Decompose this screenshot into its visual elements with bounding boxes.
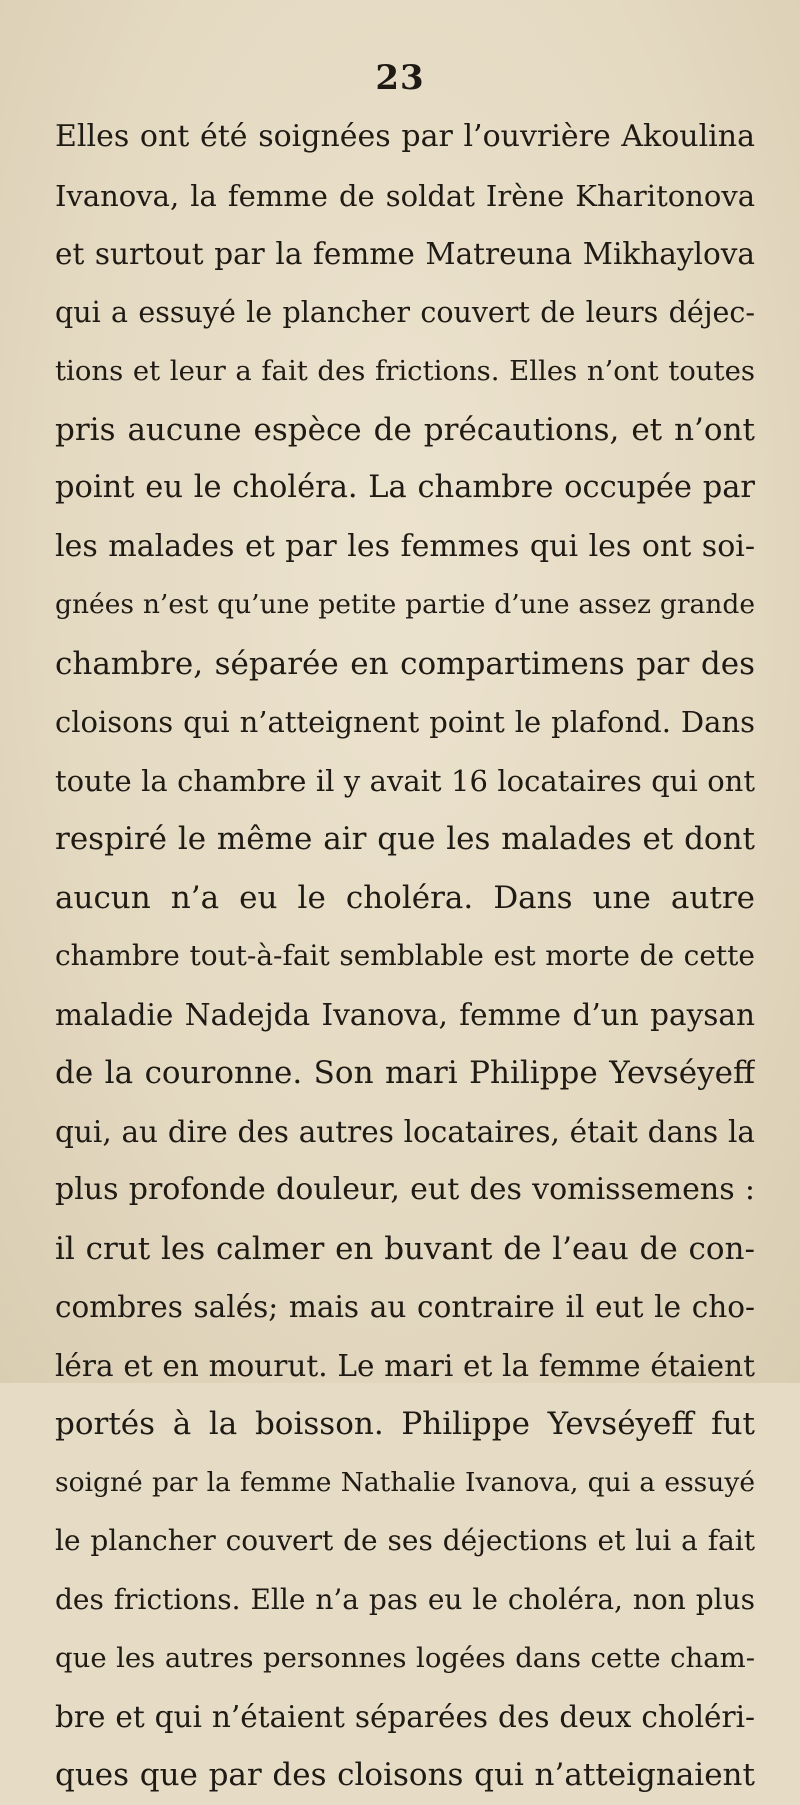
text-line: gnées n’est qu’une petite partie d’une assez grande xyxy=(55,589,755,620)
text-line: des frictions. Elle n’a pas eu le choléra, non plus xyxy=(55,1582,755,1616)
text-line: qui a essuyé le plancher couvert de leurs déjec- xyxy=(55,295,755,329)
text-line: de la couronne. Son mari Philippe Yevséyeff xyxy=(55,1055,755,1091)
text-line: que les autres personnes logées dans cette cham- xyxy=(55,1642,755,1674)
text-line: Elles ont été soignées par l’ouvrière Akoulina xyxy=(55,119,755,154)
text-line: chambre, séparée en compartimens par des xyxy=(55,645,755,682)
text-line: et surtout par la femme Matreuna Mikhaylova xyxy=(55,237,755,271)
body-text xyxy=(55,108,755,1805)
text-line: maladie Nadejda Ivanova, femme d’un paysan xyxy=(55,997,755,1032)
text-line: Ivanova, la femme de soldat Irène Kharitonova xyxy=(55,178,755,213)
text-line: chambre tout-à-fait semblable est morte de cette xyxy=(55,939,755,972)
text-line: ques que par des cloisons qui n’atteignaient xyxy=(55,1757,755,1793)
text-line: le plancher couvert de ses déjections et lui a fait xyxy=(55,1524,755,1557)
text-line: tions et leur a fait des frictions. Elles n’ont toutes xyxy=(55,355,755,387)
text-line: point eu le choléra. La chambre occupée par xyxy=(55,470,755,505)
text-line: qui, au dire des autres locataires, était dans la xyxy=(55,1114,755,1149)
page-number: 23 xyxy=(375,58,425,98)
text-line: les malades et par les femmes qui les ont soi- xyxy=(55,528,755,564)
text-line: léra et en mourut. Le mari et la femme étaient xyxy=(55,1348,755,1383)
text-line: portés à la boisson. Philippe Yevséyeff fut xyxy=(55,1406,755,1442)
text-line: plus profonde douleur, eut des vomissemens : xyxy=(55,1172,755,1207)
text-line: cloisons qui n’atteignent point le plafond. Dans xyxy=(55,705,755,739)
text-line: aucun n’a eu le choléra. Dans une autre xyxy=(55,879,755,916)
text-line: respiré le même air que les malades et dont xyxy=(55,821,755,857)
text-line: soigné par la femme Nathalie Ivanova, qui a essuyé xyxy=(55,1466,755,1498)
text-line: bre et qui n’étaient séparées des deux choléri- xyxy=(55,1699,755,1734)
text-line: pris aucune espèce de précautions, et n’ont xyxy=(55,411,755,448)
text-line: il crut les calmer en buvant de l’eau de con- xyxy=(55,1230,755,1267)
text-line: toute la chambre il y avait 16 locataires qui ont xyxy=(55,763,755,798)
text-line: combres salés; mais au contraire il eut le cho- xyxy=(55,1290,755,1324)
